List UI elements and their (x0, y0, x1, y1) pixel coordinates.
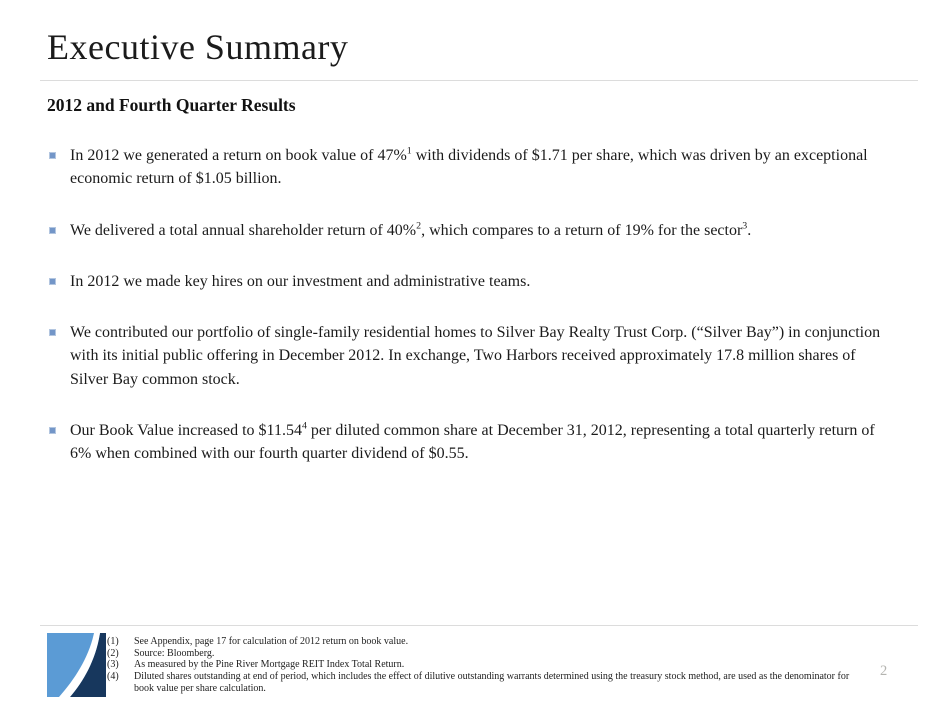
page-title: Executive Summary (47, 27, 349, 67)
bullet-item (49, 321, 892, 391)
page-number: 2 (880, 663, 888, 679)
footnote-text: Source: Bloomberg. (134, 647, 215, 659)
bullet-list (49, 144, 892, 494)
two-harbors-logo (47, 633, 106, 697)
footnote-reference: 3 (742, 220, 748, 232)
bullet-item (49, 219, 892, 242)
footnote-reference: 4 (301, 420, 307, 432)
bullet-square-icon (49, 329, 56, 336)
footnote-reference: 1 (406, 145, 412, 157)
footnote-text: As measured by the Pine River Mortgage REIT Index Total Return. (134, 659, 405, 671)
bullet-text: In 2012 we generated a return on book value of 47%$^1$ with dividends of $1.71 per share, which was driven by an exceptional economic return of $1.05 billion. (70, 145, 868, 188)
footnote-text: See Appendix, page 17 for calculation of 2012 return on book value. (134, 636, 409, 647)
bullet-square-icon (49, 152, 56, 159)
bullet-text: We contributed our portfolio of single-family residential homes to Silver Bay Realty Trust Corp. (“Silver Bay”) in conjunction with its initial public offering in December 2012. In exchange, Two Harbors received approximately 17.8 million shares of Silver Bay common stock. (70, 324, 881, 388)
footnote-number: (3) (107, 659, 119, 671)
section-heading: 2012 and Fourth Quarter Results (47, 95, 296, 115)
footnote-row (107, 636, 869, 648)
bullet-square-icon (49, 427, 56, 434)
footnote-row (107, 648, 869, 660)
bullet-item (49, 419, 892, 466)
footnote-list (107, 636, 869, 695)
footnote-row (107, 671, 869, 694)
footnote-text: Diluted shares outstanding at end of period, which includes the effect of dilutive outstanding warrants determined using the treasury stock method, are used as the denominator for book value per share calculation. (134, 671, 850, 694)
bullet-text: We delivered a total annual shareholder return of 40%$^2$, which compares to a return of 19% for the sector$^3$. (70, 220, 752, 239)
title-divider (40, 80, 918, 81)
bullet-text: Our Book Value increased to $11.54$^4$ per diluted common share at December 31, 2012, representing a total quarterly return of 6% when combined with our fourth quarter dividend of $0.55. (70, 420, 875, 463)
footnote-number: (1) (107, 636, 119, 647)
footnote-row (107, 659, 869, 671)
footnote-number: (4) (107, 671, 119, 683)
bullet-square-icon (49, 227, 56, 234)
bullet-item (49, 270, 892, 293)
bullet-square-icon (49, 278, 56, 285)
footnote-number: (2) (107, 647, 119, 659)
bullet-text: In 2012 we made key hires on our investment and administrative teams. (70, 272, 531, 290)
footer-divider (40, 625, 918, 626)
footnote-reference: 2 (416, 220, 422, 232)
bullet-item (49, 144, 892, 191)
